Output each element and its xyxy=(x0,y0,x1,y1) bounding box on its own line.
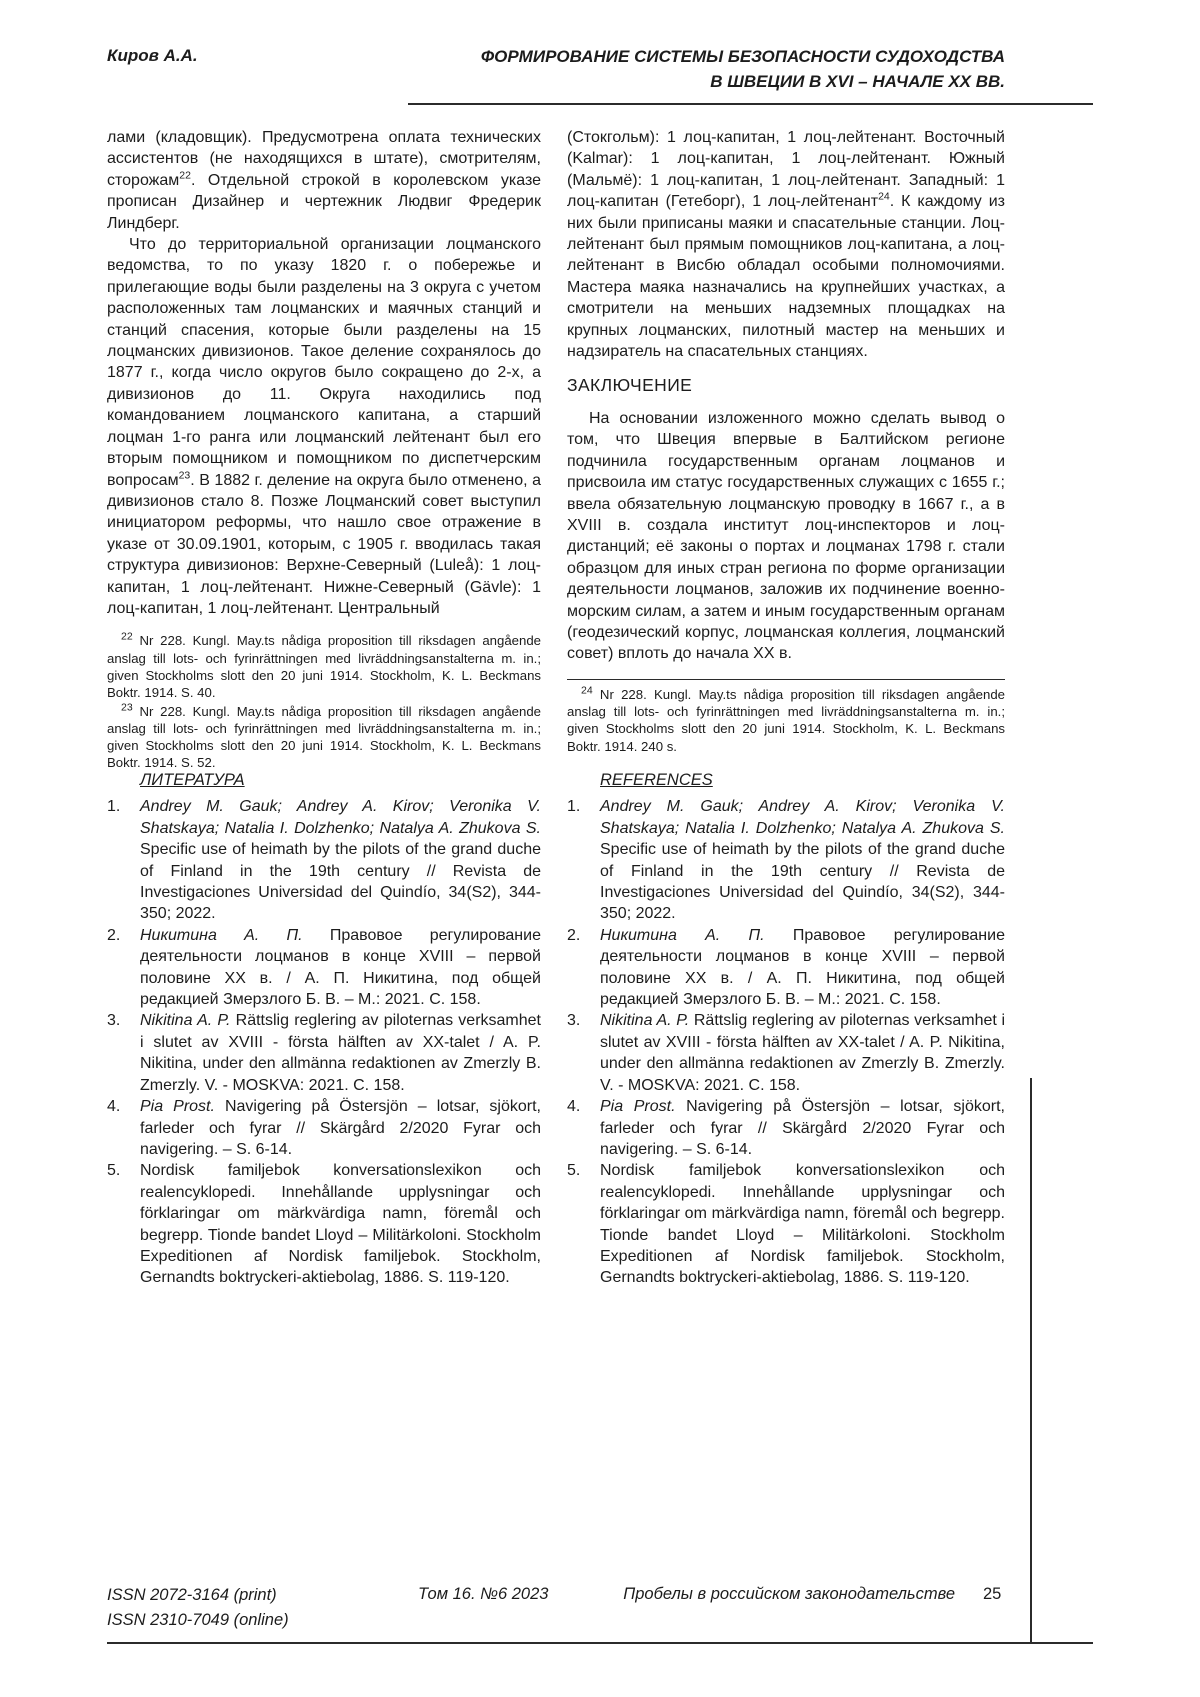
reference-text: Nordisk familjebok konversationslexikon och realencyklopedi. Innehållande upplysningar och förklaringar om märkvärdiga namn, föremål och begrepp. Tionde bandet Lloyd – Militärkoloni. Stockholm Expeditionen af Nordisk familjebok. Stockholm, Gernandts boktryckeri-aktiebolag, 1886. S. 119-120. xyxy=(600,1162,1005,1287)
reference-authors: Pia Prost. xyxy=(140,1098,215,1116)
reference-item xyxy=(107,1096,541,1160)
reference-number: 1. xyxy=(107,798,121,816)
reference-number: 4. xyxy=(107,1098,121,1116)
references-heading: REFERENCES xyxy=(600,771,713,789)
right-column xyxy=(567,127,1005,755)
reference-authors: Pia Prost. xyxy=(600,1098,676,1116)
reference-authors: Andrey M. Gauk; Andrey A. Kirov; Veronika V. Shatskaya; Natalia I. Dolzhenko; Natalya A. Zhukova S. xyxy=(600,798,1005,837)
reference-text: Specific use of heimath by the pilots of the grand duche of Finland in the 19th century // Revista de Investigaciones Universidad del Quindío, 34(S2), 344-350; 2022. xyxy=(600,841,1005,923)
reference-number: 2. xyxy=(107,926,121,944)
issn-print: ISSN 2072-3164 (print) xyxy=(107,1586,277,1604)
left-footnotes xyxy=(107,632,541,771)
reference-authors: Andrey M. Gauk; Andrey A. Kirov; Veronika V. Shatskaya; Natalia I. Dolzhenko; Natalya A. Zhukova S. xyxy=(140,798,541,837)
reference-text: Specific use of heimath by the pilots of the grand duche of Finland in the 19th century // Revista de Investigaciones Universidad del Quindío, 34(S2), 344-350; 2022. xyxy=(140,841,541,923)
reference-authors: Nikitina A. P. xyxy=(140,1012,231,1030)
reference-item xyxy=(567,1010,1005,1096)
footnote-text: Nr 228. Kungl. May.ts nådiga proposition till riksdagen angående anslag till lots- och fyrinrättningen med livräddningsanstalterna m. in.; given Stockholms slott den 20 juni 1914. Stockholm, K. L. Beckmans Boktr. 1914. 240 s. xyxy=(567,686,1005,754)
reference-number: 3. xyxy=(567,1012,581,1030)
reference-text: Rättslig reglering av piloternas verksamhet i slutet av XVIII - första hälften av XX-talet / A. P. Nikitina, under den allmänna redaktionen av Zmerzly B. Zmerzly. V. - MOSKVA: 2021. С. 158. xyxy=(600,1012,1005,1094)
footer-rule xyxy=(107,1642,1093,1644)
paragraph-text: . К каждому из них были приписаны маяки и спасательные станции. Лоц-лейтенант был прямым помощников лоц-капитана, а лоц-лейтенант в Висбю обладал особыми полномочиями. Мастера маяка назначались на крупнейших участках, а смотрители на меньших надземных площадках на крупных лоцманских, пилотный мастер на меньших и надзиратель на спасательных станциях. xyxy=(567,193,1005,361)
paragraph-text: (Стокгольм): 1 лоц-капитан, 1 лоц-лейтенант. Восточный (Kalmar): 1 лоц-капитан, 1 лоц-лейтенант. Южный (Мальмё): 1 лоц-капитан, 1 лоц-лейтенант. Западный: 1 лоц-капитан (Гетеборг), 1 лоц-лейтенант xyxy=(567,129,1005,211)
reference-text: Nordisk familjebok konversationslexikon och realencyklopedi. Innehållande upplysningar och förklaringar om märkvärdiga namn, föremål och begrepp. Tionde bandet Lloyd – Militärkoloni. Stockholm Expeditionen af Nordisk familjebok. Stockholm, Gernandts boktryckeri-aktiebolag, 1886. S. 119-120. xyxy=(140,1162,541,1287)
paragraph-text: Что до территориальной организации лоцманского ведомства, то по указу 1820 г. о побережье и прилегающие воды были разделены на 3 округа с учетом расположенных там лоцманских и маячных станций и станций спасения, которые были разделены на 15 лоцманских дивизионов. Такое деление сохранялось до 1877 г., когда число округов было сокращено до 2-х, а дивизионов до 11. Округа находились под командованием лоцманского капитана, а старший лоцман 1-го ранга или лоцманский лейтенант был его вторым помощником и помощником по диспетчерским вопросам xyxy=(107,236,541,489)
paragraph-text: . В 1882 г. деление на округа было отменено, а дивизионов стало 8. Позже Лоцманский совет выступил инициатором реформы, что нашло свое отражение в указе от 30.09.1901, которым, с 1905 г. вводилась такая структура дивизионов: Верхне-Северный (Luleå): 1 лоц-капитан, 1 лоц-лейтенант. Нижне-Северный (Gävle): 1 лоц-капитан, 1 лоц-лейтенант. Центральный xyxy=(107,471,541,617)
footnote xyxy=(107,632,541,701)
reference-number: 2. xyxy=(567,926,581,944)
paragraph: На основании изложенного можно сделать вывод о том, что Швеция впервые в Балтийском регионе подчинила государственным органам лоцманов и присвоила им статус государственных служащих с 1655 г.; ввела обязательную лоцманскую проводку в 1667 г., а в XVIII в. создала институт лоц-инспекторов и лоц-дистанций; её законы о портах и лоцманах 1798 г. стали образцом для иных стран региона по форме организации деятельности лоцманов, заложив их подчинение военно-морским силам, а затем и иным государственным органам (геодезический корпус, лоцманская коллегия, лоцманский совет) вплоть до начала XX в. xyxy=(567,409,1005,663)
paragraph xyxy=(107,234,541,619)
paragraph xyxy=(567,127,1005,362)
literature-section xyxy=(107,770,541,1289)
article-title xyxy=(481,44,1005,94)
reference-item xyxy=(107,1010,541,1096)
reference-authors: Никитина А. П. xyxy=(140,926,303,944)
article-title-line2: В ШВЕЦИИ В XVI – НАЧАЛЕ XX ВВ. xyxy=(710,72,1005,91)
reference-number: 5. xyxy=(567,1162,581,1180)
reference-number: 5. xyxy=(107,1162,121,1180)
reference-text: Правовое регулирование деятельности лоцманов в конце XVIII – первой половине XX в. / А. П. Никитина, под общей редакцией Змерзлого Б. В. – М.: 2021. С. 158. xyxy=(600,926,1005,1009)
footnote-marker: 24 xyxy=(878,190,890,203)
volume-info: Том 16. №6 2023 xyxy=(418,1585,549,1603)
footnote-marker: 23 xyxy=(178,469,191,482)
footnote-number: 24 xyxy=(581,684,593,697)
issn-online: ISSN 2310-7049 (online) xyxy=(107,1611,289,1629)
footnote-number: 23 xyxy=(121,701,133,714)
conclusion-heading: ЗАКЛЮЧЕНИЕ xyxy=(567,375,693,396)
literature-heading: ЛИТЕРАТУРА xyxy=(140,771,245,789)
header-rule xyxy=(408,103,1093,105)
paragraph-text: лами (кладовщик). Предусмотрена оплата технических ассистентов (не находящихся в штате), смотрителям, сторожам xyxy=(107,129,541,189)
reference-number: 4. xyxy=(567,1098,581,1116)
reference-authors: Nikitina A. P. xyxy=(600,1012,690,1030)
page-sideline xyxy=(1030,1078,1032,1644)
footnote xyxy=(107,703,541,772)
right-footnotes xyxy=(567,686,1005,755)
reference-item xyxy=(107,925,541,1011)
footnote-marker: 22 xyxy=(179,169,191,182)
reference-item xyxy=(107,796,541,924)
article-title-line1: ФОРМИРОВАНИЕ СИСТЕМЫ БЕЗОПАСНОСТИ СУДОХОДСТВА xyxy=(480,47,1005,66)
reference-item xyxy=(567,1096,1005,1160)
reference-text: Правовое регулирование деятельности лоцманов в конце XVIII – первой половине XX в. / А. П. Никитина, под общей редакцией Змерзлого Б. В. – М.: 2021. С. 158. xyxy=(140,926,541,1009)
paragraph-text: . Отдельной строкой в королевском указе прописан Дизайнер и чертежник Людвиг Фредерик Линдберг. xyxy=(107,171,541,232)
footnote-text: Nr 228. Kungl. May.ts nådiga proposition till riksdagen angående anslag till lots- och fyrinrättningen med livräddningsanstalterna m. in.; given Stockholms slott den 20 juni 1914. Stockholm, K. L. Beckmans Boktr. 1914. S. 52. xyxy=(107,703,541,771)
issn-block xyxy=(107,1583,289,1633)
reference-number: 1. xyxy=(567,798,581,816)
reference-item xyxy=(567,925,1005,1011)
reference-number: 3. xyxy=(107,1012,121,1030)
journal-name: Пробелы в российском законодательстве xyxy=(623,1585,955,1603)
author-name: Киров А.А. xyxy=(107,46,198,65)
left-column xyxy=(107,127,541,772)
reference-item xyxy=(567,1160,1005,1288)
reference-item xyxy=(567,796,1005,924)
paragraph xyxy=(107,127,541,234)
footnote-text: Nr 228. Kungl. May.ts nådiga proposition till riksdagen angående anslag till lots- och fyrinrättningen med livräddningsanstalterna m. in.; given Stockholms slott den 20 juni 1914. Stockholm, K. L. Beckmans Boktr. 1914. S. 40. xyxy=(107,633,541,701)
reference-text: Navigering på Östersjön – lotsar, sjökort, farleder och fyrar // Skärgård 2/2020 Fyrar och navigering. – S. 6-14. xyxy=(140,1098,541,1158)
reference-item xyxy=(107,1160,541,1288)
footnote xyxy=(567,686,1005,755)
reference-text: Rättslig reglering av piloternas verksamhet i slutet av XVIII - första hälften av XX-talet / A. P. Nikitina, under den allmänna redaktionen av Zmerzly B. Zmerzly. V. - MOSKVA: 2021. С. 158. xyxy=(140,1012,541,1094)
page-number: 25 xyxy=(983,1585,1002,1603)
reference-authors: Никитина А. П. xyxy=(600,926,765,944)
footnote-separator xyxy=(567,679,1005,680)
references-section xyxy=(567,770,1005,1289)
footnote-number: 22 xyxy=(121,630,133,643)
reference-text: Navigering på Östersjön – lotsar, sjökort, farleder och fyrar // Skärgård 2/2020 Fyrar och navigering. – S. 6-14. xyxy=(600,1098,1006,1158)
